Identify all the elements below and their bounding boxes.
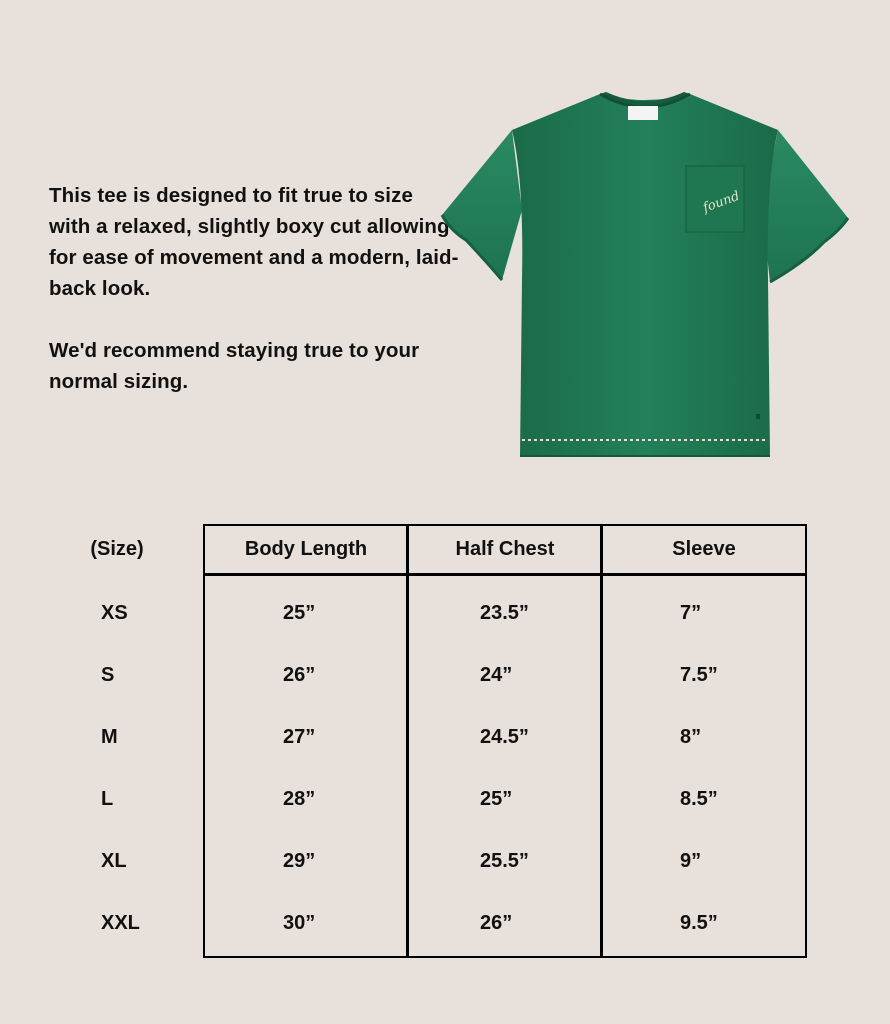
half-chest-value: 24.5” <box>480 726 529 748</box>
header-size: (Size) <box>90 538 144 560</box>
sleeve-value: 8” <box>680 726 702 748</box>
sleeve-value: 7.5” <box>680 664 718 686</box>
size-label: M <box>101 726 118 748</box>
table-column-divider <box>406 524 409 958</box>
size-label: L <box>101 788 114 810</box>
size-label: XXL <box>101 912 140 934</box>
half-chest-value: 23.5” <box>480 602 529 624</box>
body-length-value: 29” <box>283 850 316 872</box>
tshirt-product-image <box>440 90 850 460</box>
fit-description <box>49 180 459 397</box>
sleeve-value: 9” <box>680 850 702 872</box>
size-label: S <box>101 664 115 686</box>
body-length-value: 30” <box>283 912 316 934</box>
header-body-length: Body Length <box>244 538 368 560</box>
half-chest-value: 26” <box>480 912 513 934</box>
half-chest-value: 25.5” <box>480 850 529 872</box>
neck-label <box>628 106 658 120</box>
body-length-value: 26” <box>283 664 316 686</box>
sleeve-value: 7” <box>680 602 702 624</box>
fit-description-paragraph: This tee is designed to fit true to size with a relaxed, slightly boxy cut allowing for ease of movement and a modern, laid-back look. <box>49 184 459 300</box>
sleeve-value: 9.5” <box>680 912 718 934</box>
body-length-value: 28” <box>283 788 316 810</box>
pocket-script-logo: found <box>701 188 742 216</box>
shirt-body <box>512 94 778 456</box>
header-half-chest: Half Chest <box>455 538 555 560</box>
sizing-recommendation-paragraph: We'd recommend staying true to your normal sizing. <box>49 339 420 393</box>
half-chest-value: 24” <box>480 664 513 686</box>
sleeve-value: 8.5” <box>680 788 718 810</box>
body-length-value: 27” <box>283 726 316 748</box>
half-chest-value: 25” <box>480 788 513 810</box>
size-label: XL <box>101 850 127 872</box>
body-length-value: 25” <box>283 602 316 624</box>
table-header-divider <box>203 573 807 576</box>
table-column-divider <box>600 524 603 958</box>
table-border <box>203 524 807 958</box>
header-sleeve: Sleeve <box>672 538 736 560</box>
size-label: XS <box>101 602 128 624</box>
